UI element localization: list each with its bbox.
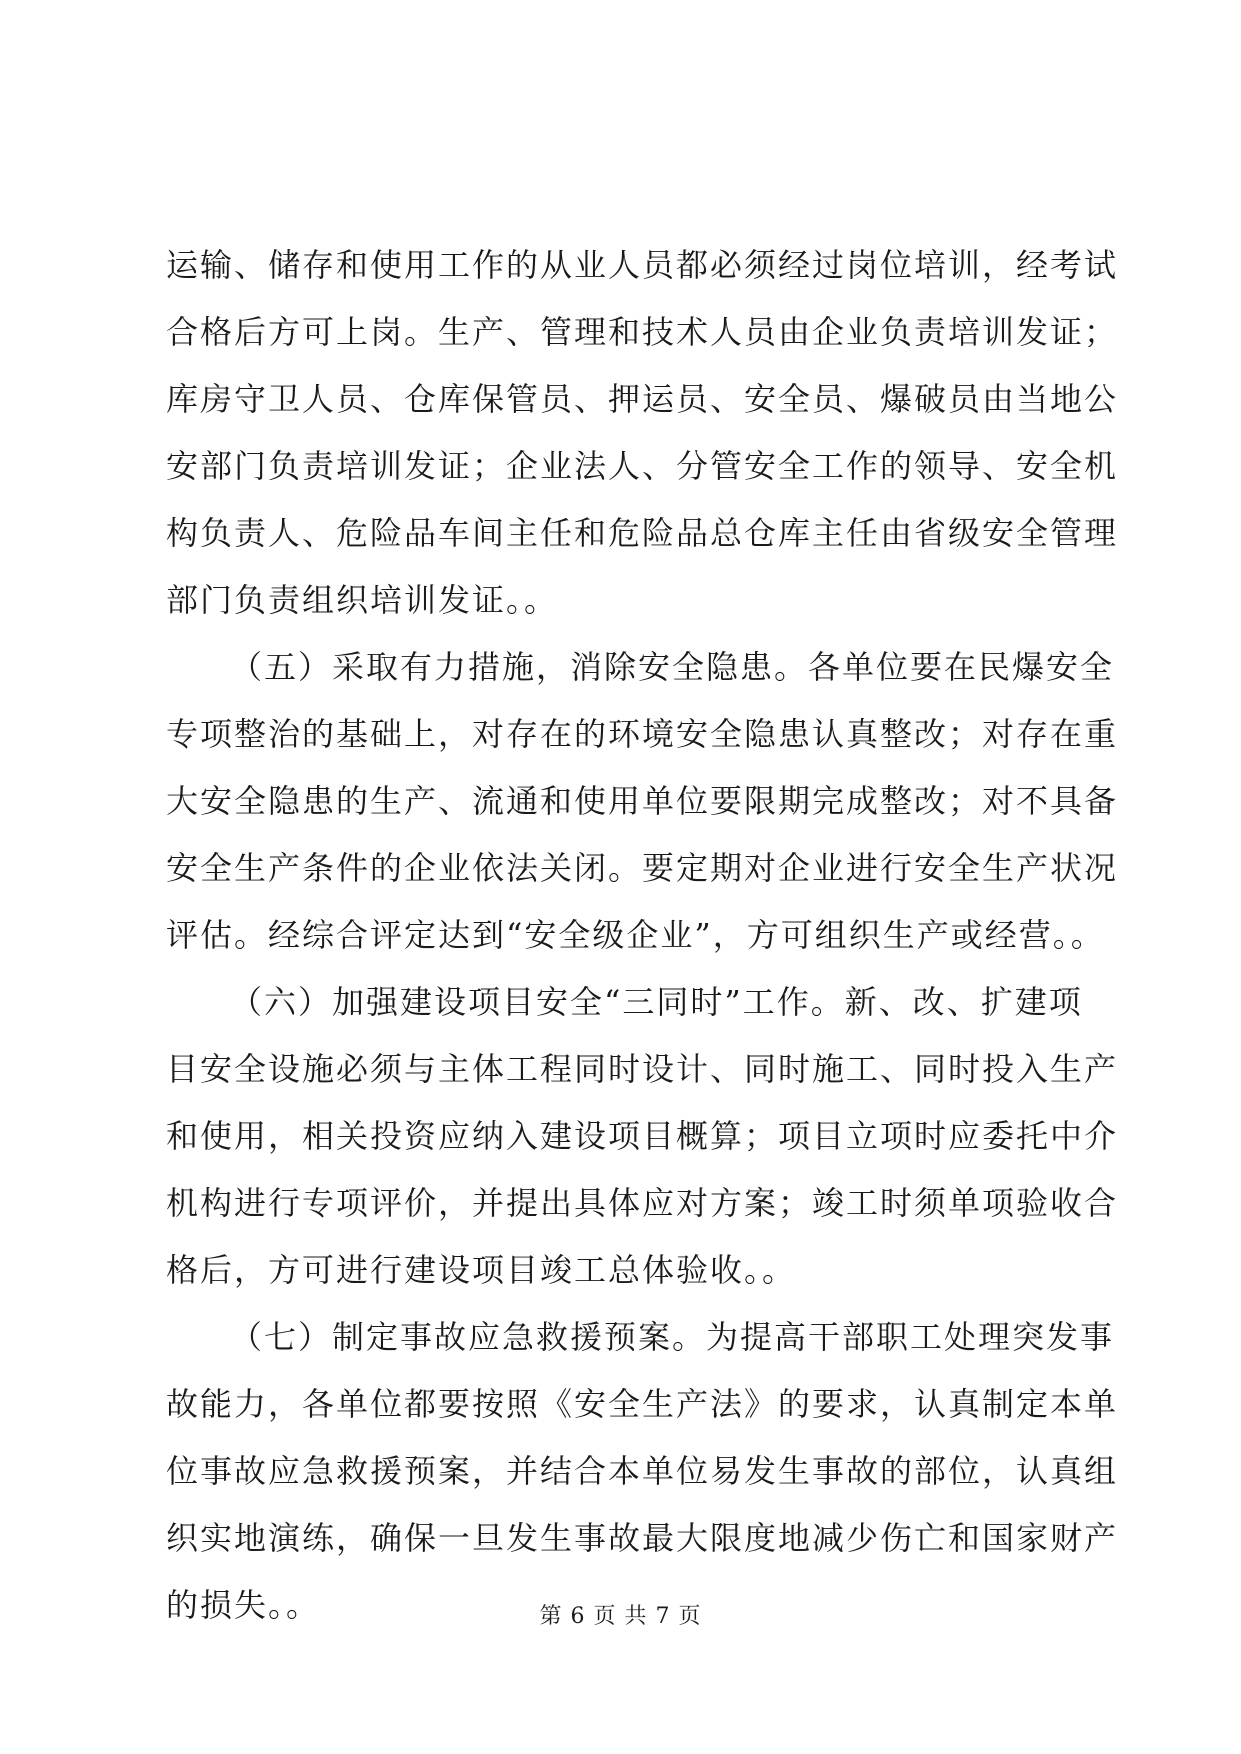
text-line: 织实地演练，确保一旦发生事故最大限度地减少伤亡和国家财产	[166, 1519, 1119, 1557]
text-line: 专项整治的基础上，对存在的环境安全隐患认真整改；对存在重	[166, 715, 1119, 753]
paragraph-start-line: （六）加强建设项目安全“三同时”工作。新、改、扩建项	[230, 983, 1083, 1021]
text-line: 机构进行专项评价，并提出具体应对方案；竣工时须单项验收合	[166, 1184, 1119, 1222]
text-line: 合格后方可上岗。生产、管理和技术人员由企业负责培训发证；	[166, 313, 1119, 351]
text-line: 目安全设施必须与主体工程同时设计、同时施工、同时投入生产	[166, 1050, 1119, 1088]
text-line: 构负责人、危险品车间主任和危险品总仓库主任由省级安全管理	[166, 514, 1119, 552]
text-line: 的损失。。	[166, 1586, 321, 1624]
text-line: 部门负责组织培训发证。。	[166, 581, 559, 619]
paragraph-start-line: （七）制定事故应急救援预案。为提高干部职工处理突发事	[230, 1318, 1115, 1356]
text-line: 故能力，各单位都要按照《安全生产法》的要求，认真制定本单	[166, 1385, 1119, 1423]
text-line: 格后，方可进行建设项目竣工总体验收。。	[166, 1251, 797, 1289]
text-line: 库房守卫人员、仓库保管员、押运员、安全员、爆破员由当地公	[166, 380, 1119, 418]
text-line: 评估。经综合评定达到“安全级企业”，方可组织生产或经营。。	[166, 916, 1105, 954]
text-line: 位事故应急救援预案，并结合本单位易发生事故的部位，认真组	[166, 1452, 1119, 1490]
text-line: 运输、储存和使用工作的从业人员都必须经过岗位培训，经考试	[166, 246, 1119, 284]
body-text	[166, 232, 1119, 1639]
page-number-footer: 第 6 页 共 7 页	[539, 1604, 702, 1629]
text-line: 安全生产条件的企业依法关闭。要定期对企业进行安全生产状况	[166, 849, 1119, 887]
text-line: 和使用，相关投资应纳入建设项目概算；项目立项时应委托中介	[166, 1117, 1119, 1155]
text-line: 大安全隐患的生产、流通和使用单位要限期完成整改；对不具备	[166, 782, 1119, 820]
text-line: 安部门负责培训发证；企业法人、分管安全工作的领导、安全机	[166, 447, 1119, 485]
paragraph-start-line: （五）采取有力措施，消除安全隐患。各单位要在民爆安全	[230, 648, 1115, 686]
